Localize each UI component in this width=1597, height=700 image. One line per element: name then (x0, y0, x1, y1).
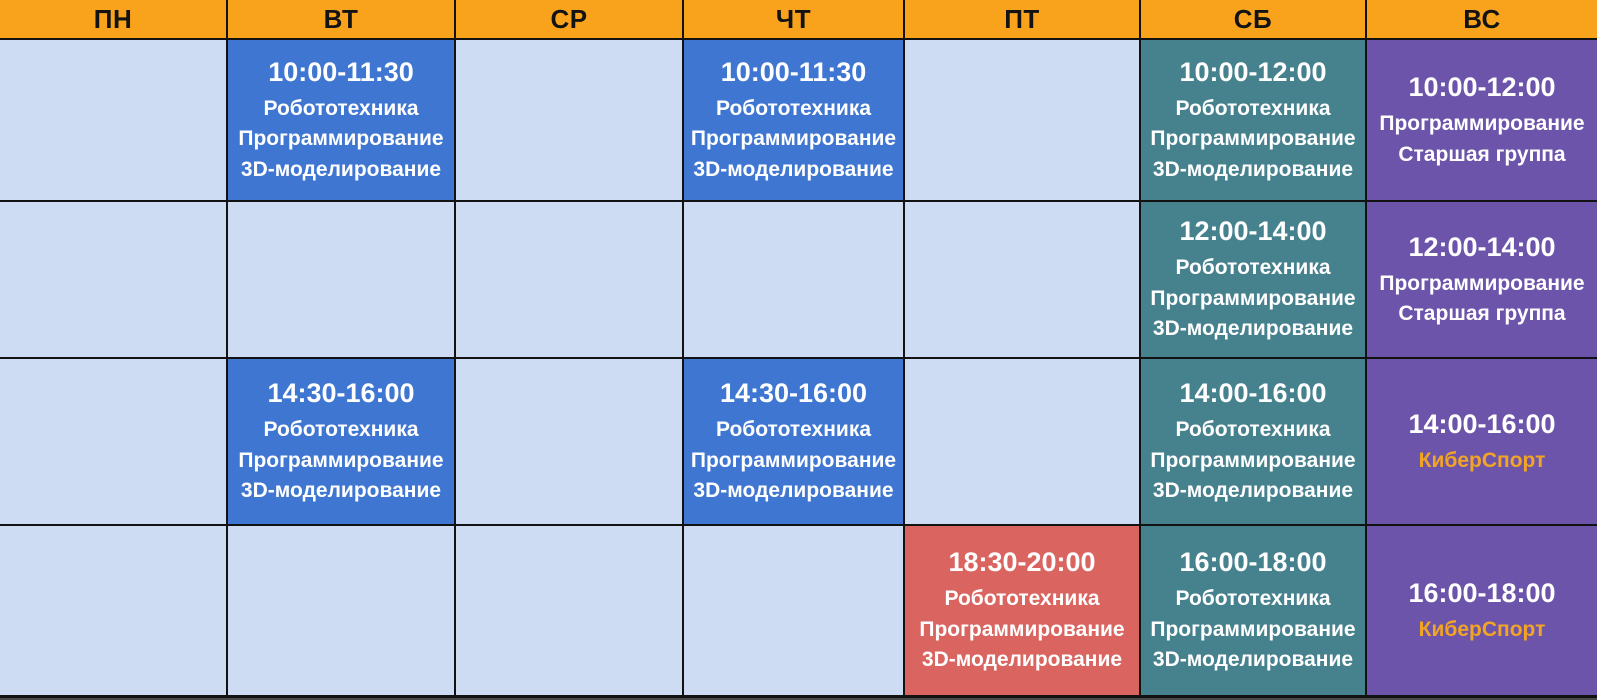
day-header-mon: ПН (0, 0, 226, 38)
activity-label: 3D-моделирование (1152, 648, 1354, 672)
activity-label: Программирование (1379, 112, 1585, 136)
schedule-cell-sun-slot1 (1367, 40, 1597, 200)
schedule-cell-mon-slot2 (0, 202, 226, 357)
activity-label: Программирование (1150, 127, 1356, 151)
activity-label: Программирование (1150, 448, 1356, 472)
schedule-cell-sun-slot4 (1367, 526, 1597, 695)
schedule-cell-fri-slot3 (905, 359, 1139, 524)
schedule-cell-thu-slot1 (684, 40, 903, 200)
activity-label: Робототехника (1175, 96, 1331, 120)
day-header-sun: ВС (1367, 0, 1597, 38)
time-range: 14:00-16:00 (1179, 378, 1327, 409)
day-header-wed: СР (456, 0, 682, 38)
time-range: 10:00-12:00 (1408, 72, 1556, 103)
schedule-cell-wed-slot1 (456, 40, 682, 200)
schedule-cell-sat-slot3 (1141, 359, 1365, 524)
activity-label: 3D-моделирование (1152, 157, 1354, 181)
activity-label: 3D-моделирование (693, 479, 894, 503)
time-range: 14:30-16:00 (719, 378, 868, 409)
schedule-cell-sun-slot3 (1367, 359, 1597, 524)
activity-label: Программирование (238, 448, 444, 472)
activity-label: 3D-моделирование (240, 157, 442, 181)
schedule-cell-tue-slot4 (228, 526, 454, 695)
schedule-cell-thu-slot4 (684, 526, 903, 695)
schedule-cell-tue-slot2 (228, 202, 454, 357)
time-range: 10:00-12:00 (1179, 56, 1327, 87)
day-header-thu: ЧТ (684, 0, 903, 38)
activity-label: Программирование (238, 127, 444, 151)
activity-label: 3D-моделирование (1152, 479, 1354, 503)
schedule-cell-wed-slot4 (456, 526, 682, 695)
schedule-cell-tue-slot3 (228, 359, 454, 524)
schedule-cell-sun-slot2 (1367, 202, 1597, 357)
activity-label: 3D-моделирование (1152, 317, 1354, 341)
time-range: 18:30-20:00 (948, 547, 1096, 578)
activity-label: Робототехника (1175, 418, 1331, 442)
activity-label: 3D-моделирование (240, 479, 442, 503)
activity-label: Робототехника (715, 418, 872, 442)
activity-label: 3D-моделирование (693, 157, 894, 181)
activity-label: Старшая группа (1398, 302, 1566, 326)
schedule-cell-thu-slot3 (684, 359, 903, 524)
activity-label: Программирование (1150, 617, 1356, 641)
time-range: 10:00-11:30 (268, 56, 414, 87)
activity-label: Робототехника (1175, 256, 1331, 280)
activity-label: Робототехника (263, 418, 419, 442)
schedule-cell-fri-slot1 (905, 40, 1139, 200)
time-range: 12:00-14:00 (1408, 231, 1556, 262)
schedule-cell-mon-slot1 (0, 40, 226, 200)
day-header-tue: ВТ (228, 0, 454, 38)
schedule-cell-wed-slot2 (456, 202, 682, 357)
time-range: 12:00-14:00 (1179, 216, 1327, 247)
schedule-cell-wed-slot3 (456, 359, 682, 524)
activity-label: 3D-моделирование (921, 648, 1123, 672)
schedule-cell-fri-slot4 (905, 526, 1139, 695)
schedule-cell-tue-slot1 (228, 40, 454, 200)
schedule-cell-fri-slot2 (905, 202, 1139, 357)
activity-label: Программирование (1379, 271, 1585, 295)
activity-label: Старшая группа (1398, 142, 1566, 166)
day-header-sat: СБ (1141, 0, 1365, 38)
activity-label: Программирование (1150, 286, 1356, 310)
time-range: 14:30-16:00 (267, 378, 415, 409)
schedule-cell-sat-slot1 (1141, 40, 1365, 200)
schedule-cell-thu-slot2 (684, 202, 903, 357)
activity-label: Робототехника (1175, 587, 1331, 611)
activity-label: КиберСпорт (1418, 448, 1546, 472)
time-range: 16:00-18:00 (1179, 547, 1327, 578)
day-header-fri: ПТ (905, 0, 1139, 38)
schedule-cell-mon-slot3 (0, 359, 226, 524)
time-range: 14:00-16:00 (1408, 408, 1556, 439)
schedule-cell-mon-slot4 (0, 526, 226, 695)
activity-label: КиберСпорт (1418, 617, 1546, 641)
schedule-cell-sat-slot2 (1141, 202, 1365, 357)
activity-label: Программирование (690, 448, 897, 472)
time-range: 10:00-11:30 (720, 56, 867, 87)
activity-label: Программирование (690, 127, 897, 151)
time-range: 16:00-18:00 (1408, 577, 1556, 608)
schedule-cell-sat-slot4 (1141, 526, 1365, 695)
activity-label: Робототехника (715, 96, 872, 120)
activity-label: Робототехника (263, 96, 419, 120)
activity-label: Программирование (919, 617, 1125, 641)
activity-label: Робототехника (944, 587, 1100, 611)
